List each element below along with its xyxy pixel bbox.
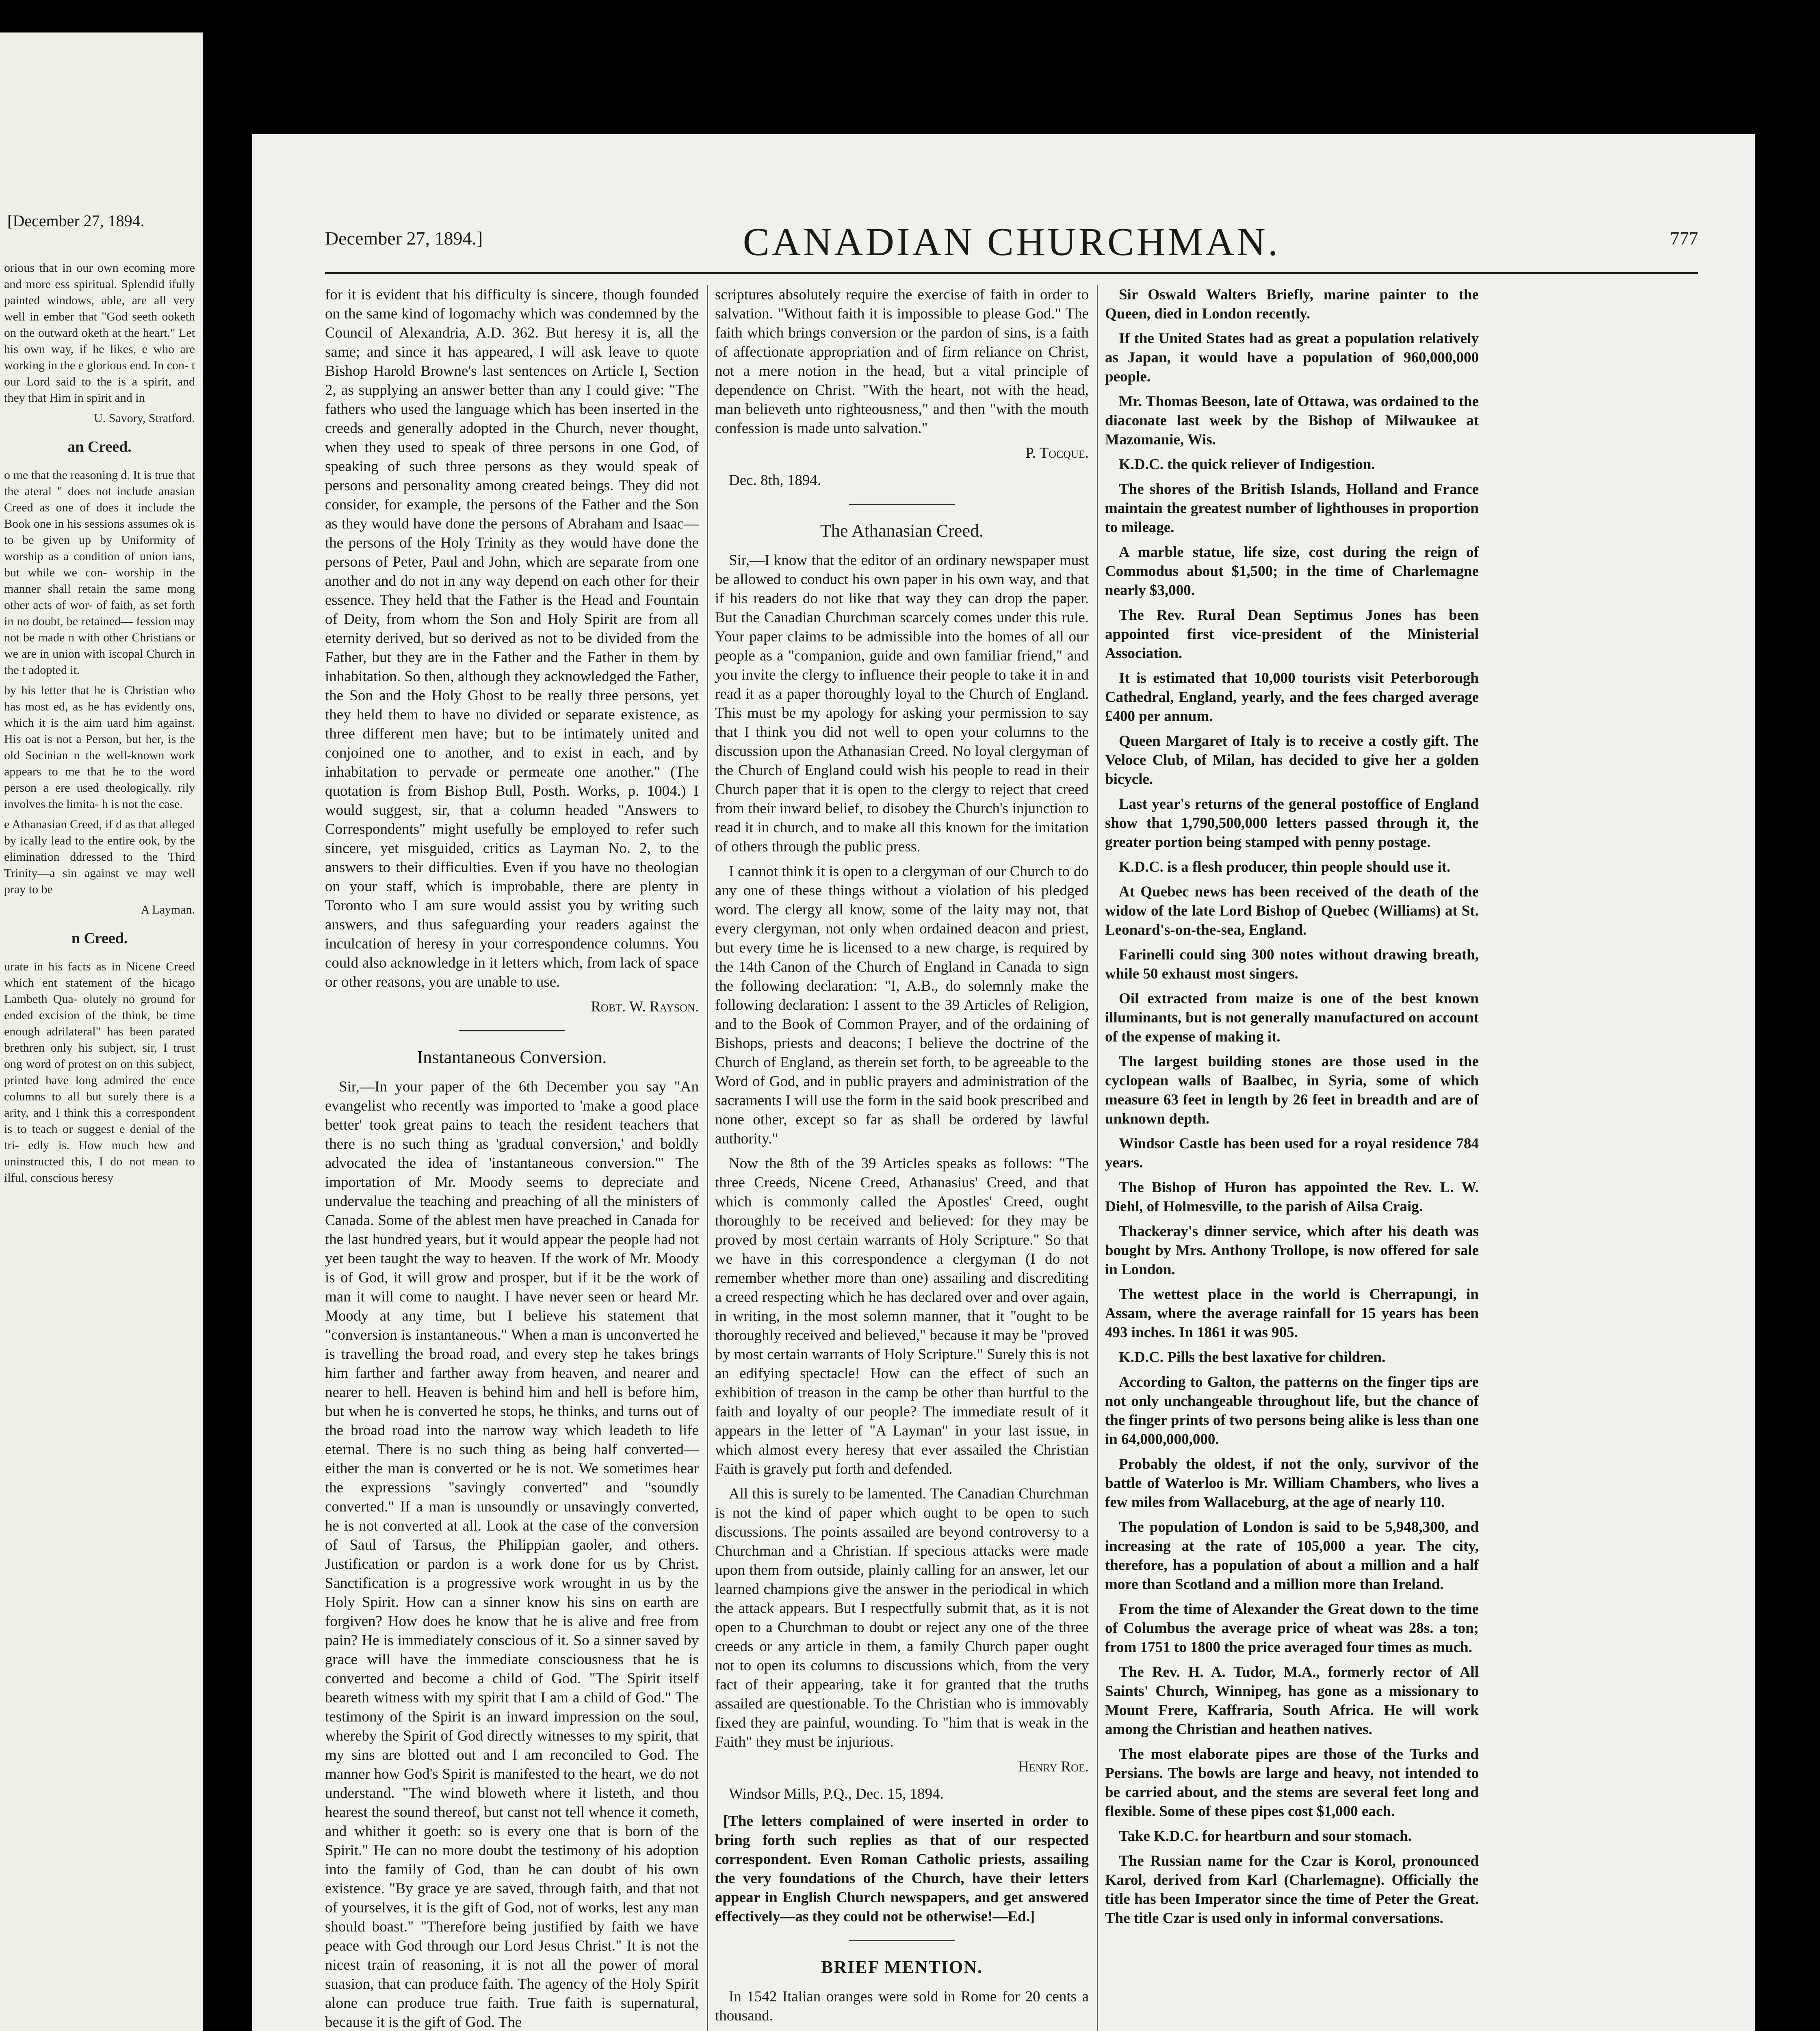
brief-item: Mr. Thomas Beeson, late of Ottawa, was ordained to the diaconate last week by the Bishop of Milwaukee at Mazomanie, Wis.	[1105, 393, 1479, 448]
brief-item: K.D.C. the quick reliever of Indigestion.	[1119, 456, 1375, 473]
page-header	[325, 215, 1698, 264]
adjacent-running-head: [December 27, 1894.	[7, 212, 145, 230]
brief-item: Oil extracted from maize is one of the best known illuminants, but is not generally manufactured on account of the expense of making it.	[1105, 990, 1479, 1045]
brief-item: The Russian name for the Czar is Korol, pronounced Karol, derived from Karl (Charlemagne). Officially the title has been Imperator since the time of Peter the Great. The title Czar is used only in informal conversations.	[1105, 1853, 1479, 1927]
article-heading: Instantaneous Conversion.	[417, 1047, 607, 1067]
column-divider	[1097, 285, 1098, 2031]
brief-item: The most elaborate pipes are those of the Turks and Persians. The bowls are large and heavy, not intended to be carried about, and the stems are several feet long and flexible. Some of these pipes cost $1,000 each.	[1105, 1746, 1479, 1820]
article-paragraph: Now the 8th of the 39 Articles speaks as follows: "The three Creeds, Nicene Creed, Athanasius' Creed, and that which is commonly called the Apostles' Creed, ought thoroughly to be received and believed: for they may be proved by most certain warrants of Holy Scripture." So that we have in this correspondence a clergyman (I do not remember whether more than one) assailing and discrediting a creed respecting which he has declared over and over again, in writing, in the most solemn manner, that it "ought to be thoroughly received and believed," because it may be "proved by most certain warrants of Holy Scripture." Surely this is not an edifying spectacle! How can the effect of such an exhibition of treason in the camp be other than hurtful to the faith and loyalty of our people? The immediate result of it appears in the letter of "A Layman" in your last issue, in which almost every heresy that ever assailed the Christian Faith is gravely put forth and defended.	[715, 1155, 1089, 1477]
adjacent-signature: A Layman.	[141, 903, 195, 916]
brief-item: Windsor Castle has been used for a royal residence 784 years.	[1105, 1135, 1479, 1171]
brief-item: The Rev. Rural Dean Septimus Jones has been appointed first vice-president of the Ministerial Association.	[1105, 607, 1479, 662]
adjacent-signature: U. Savory, Stratford.	[94, 411, 195, 425]
issue-date: December 27, 1894.]	[325, 228, 483, 249]
adjacent-paragraph: orious that in our own ecoming more and more ess spiritual. Splendid ifully painted windows, able, are all very well in ember that "God seeth ooketh on the outward oketh at the heart." Let his own way, if he likes, e who are working in the e glorious end. In con- t our Lord said to the is a spirit, and they that Him in spirit and in	[4, 261, 195, 405]
letter-signature: Henry Roe.	[1018, 1758, 1089, 1775]
brief-item: From the time of Alexander the Great down to the time of Columbus the average price of wheat was 28s. a ton; from 1751 to 1800 the price averaged four times as much.	[1105, 1601, 1479, 1656]
article-heading: The Athanasian Creed.	[820, 521, 984, 541]
column-3	[1105, 285, 1479, 2031]
article-paragraph: Sir,—I know that the editor of an ordinary newspaper must be allowed to conduct his own paper in his own way, and that if his readers do not like that way they can drop the paper. But the Canadian Churchman scarcely comes under this rule. Your paper claims to be admissible into the homes of all our people as a "companion, guide and own familiar friend," and you invite the clergy to influence their people to take it in and read it as a paper thoroughly loyal to the Church of England. This must be my apology for asking your permission to say that I think you did not well to open your columns to the discussion upon the Athanasian Creed. No loyal clergyman of the Church of England could wish his people to read in their Church paper that it is open to the clergy to reject that creed from their inward belief, to disobey the Church's injunction to read it in church, and to make all this known for the imitation of others through the public press.	[715, 552, 1089, 855]
brief-item: The shores of the British Islands, Holland and France maintain the greatest number of lighthouses in proportion to mileage.	[1105, 481, 1479, 536]
brief-item: The Bishop of Huron has appointed the Rev. L. W. Diehl, of Holmesville, to the parish of Ailsa Craig.	[1105, 1179, 1479, 1215]
brief-item: Farinelli could sing 300 notes without drawing breath, while 50 exhaust most singers.	[1105, 946, 1479, 982]
article-paragraph: Sir,—In your paper of the 6th December you say "An evangelist who recently was imported to 'make a good place better' took great pains to teach the resident teachers that there is no such thing as 'gradual conversion,' and boldly advocated the idea of 'instantaneous conversion.'" The importation of Mr. Moody seems to depreciate and undervalue the teaching and preaching of all the ministers of Canada. Some of the ablest men have preached in Canada for the last hundred years, but it would appear the people had not yet been taught the way to heaven. If the work of Mr. Moody is of God, it will grow and prosper, but if it be the work of man it will come to naught. I have never seen or heard Mr. Moody at any time, but I believe his statement that "conversion is instantaneous." When a man is unconverted he is travelling the broad road, and every step he takes brings him farther and farther away from heaven, and nearer and nearer to hell. Heaven is behind him and hell is before him, but when he is converted he stops, he thinks, and turns out of the broad road into the narrow way which leadeth to life eternal. There is no such thing as being half converted—either the man is converted or he is not. We sometimes hear the expressions "savingly converted" and "soundly converted." If a man is unsoundly or unsavingly converted, he is not converted at all. Look at the case of the conversion of Saul of Tarsus, the Philippian gaoler, and others. Justification or pardon is a work done for us by Christ. Sanctification is a progressive work wrought in us by the Holy Spirit. How can a sinner know his sins on earth are forgiven? How does he know that he is alive and free from pain? He is immediately conscious of it. So a sinner saved by grace will have the immediate consciousness that he is converted and become a child of God. "The Spirit itself beareth witness with my spirit that I am a child of God." The testimony of the Spirit is an inward impression on the soul, whereby the Spirit of God directly witnesses to my spirit, that my sins are blotted out and I am reconciled to God. The manner how God's Spirit is manifested to the heart, we do not understand. "The wind bloweth where it listeth, and thou hearest the sound thereof, but canst not tell whence it cometh, and whither it goeth: so is every one that is born of the Spirit." He can no more doubt the testimony of his adoption into the family of God, than he can doubt of his own existence. "By grace ye are saved, through faith, and that not of yourselves, it is the gift of God, not of works, lest any man should boast." "Therefore being justified by faith we have peace with God through our Lord Jesus Christ." It is not the nicest train of reasoning, it is not all the power of moral suasion, that can produce faith. The agency of the Holy Spirit alone can produce true faith. True faith is supernatural, because it is the gift of God. The	[325, 1078, 699, 2031]
brief-item: If the United States had as great a population relatively as Japan, it would have a population of 960,000,000 people.	[1105, 330, 1479, 385]
article-paragraph: All this is surely to be lamented. The Canadian Churchman is not the kind of paper which ought to be open to such discussions. The points assailed are beyond controversy to a Churchman and a Christian. If specious attacks were made upon them from outside, plainly calling for an answer, let our learned champions give the answer in the periodical in which the attack appears. But I respectfully submit that, as it is not open to a Churchman to doubt or reject any one of the three creeds or any article in them, a family Church paper ought not to open its columns to discussions which, from the very fact of their appearing, take it for granted that the truths assailed are questionable. To the Christian who is immovably fixed they are painful, wounding. To "him that is weak in the Faith" they must be injurious.	[715, 1485, 1089, 1750]
brief-mention-heading: BRIEF MENTION.	[821, 1957, 983, 1977]
letter-signature: Robt. W. Rayson.	[591, 998, 699, 1015]
adjacent-heading: an Creed.	[67, 438, 132, 455]
brief-item: Sir Oswald Walters Briefly, marine painter to the Queen, died in London recently.	[1105, 286, 1479, 322]
brief-item: According to Galton, the patterns on the finger tips are not only unchangeable throughout life, but the chance of the finger prints of two persons being alike is less than one in 64,000,000,000.	[1105, 1374, 1479, 1448]
adjacent-paragraph: e Athanasian Creed, if d as that alleged by ically lead to the entire ook, by the elimination ddressed to the Third Trinity—a sin against ve may well pray to be	[4, 818, 195, 896]
article-paragraph: scriptures absolutely require the exercise of faith in order to salvation. "Without faith it is impossible to please God." The faith which brings conversion or the pardon of sins, is a faith of affectionate appropriation and of firm reliance on Christ, not a mere notion in the head, but a vital principle of dependence on Christ. "With the heart, not with the head, man believeth unto righteousness," and then "with the mouth confession is made unto salvation."	[715, 286, 1089, 437]
column-1	[325, 285, 699, 2031]
brief-item: Probably the oldest, if not the only, survivor of the battle of Waterloo is Mr. William Chambers, who lives a few miles from Wallaceburg, at the age of nearly 110.	[1105, 1456, 1479, 1511]
column-divider	[707, 285, 708, 2031]
letter-dateline: Windsor Mills, P.Q., Dec. 15, 1894.	[729, 1786, 944, 1802]
header-rule	[325, 272, 1698, 274]
article-paragraph: I cannot think it is open to a clergyman of our Church to do any one of these things without a violation of his pledged word. The clergy all know, some of the laity may not, that every clergyman, not only when ordained deacon and priest, but every time he is licensed to a new charge, is required by the 14th Canon of the Church of England in Canada to sign the following declaration: "I, A.B., do solemnly make the following declaration: I assent to the 39 Articles of Religion, and to the Book of Common Prayer, and of the ordaining of Bishops, priests and deacons; I believe the doctrine of the Church of England, as therein set forth, to be agreeable to the Word of God, and in public prayers and administration of the sacraments I will use the form in the said book prescribed and none other, except so far as shall be ordered by lawful authority."	[715, 863, 1089, 1147]
adjacent-paragraph: o me that the reasoning d. It is true that the ateral " does not include anasian Creed as one of does it include the Book one in his sessions assumes ok is to be given up by Uniformity of worship as a condition of union ians, but while we con- worship in the manner shall retain the same mong other acts of wor- of faith, as set forth in no doubt, be retained— fession may not be made n with other Christians or we are in union with iscopal Church in the t adopted it.	[4, 468, 195, 677]
editor-note: [The letters complained of were inserted in order to bring forth such replies as that of our respected correspondent. Even Roman Catholic priests, assailing the very foundations of the Church, have their letters appear in English Church newspapers, and get answered effectively—as they could not be otherwise!—Ed.]	[715, 1813, 1089, 1925]
adjacent-paragraph: by his letter that he is Christian who has most ed, as he has evidently ons, which it is the aim uard him against. His oat is not a Person, but her, is the old Socinian n the well-known work appears to me that he to the word person a ere used theologically. rily involves the limita- h is not the case.	[4, 684, 195, 811]
article-paragraph: for it is evident that his difficulty is sincere, though founded on the same kind of logomachy which was condemned by the Council of Alexandria, A.D. 362. But heresy it is, all the same; and since it has appeared, I will ask leave to quote Bishop Harold Browne's last sentences on Article I, Section 2, as supplying an answer better than any I could give: "The fathers who used the language which has been inserted in the creeds and generally adopted in the Church, never thought, when they used to speak of three persons in one God, of speaking of such three persons as they would speak of persons and personality among created beings. They did not consider, for example, the persons of the Father and the Son as they would have done the persons of Abraham and Isaac—the persons of the Holy Trinity as they would have done the persons of Peter, Paul and John, which are separate from one another and do not in any way depend on each other for their essence. They held that the Father is the Head and Fountain of Deity, from whom the Son and Holy Spirit are from all eternity derived, but so derived as not to be divided from the Father, but they are in the Father and the Father in them by inhabitation. So then, although they acknowledged the Father, the Son and the Holy Ghost to be really three persons, yet they held them to have no divided or separate existence, as three different men have; but to be intimately united and conjoined one to another, and to exist in each, and by inhabitation to pervade or permeate one another." (The quotation is from Bishop Bull, Posth. Works, p. 1004.) I would suggest, sir, that a column headed "Answers to Correspondents" might usefully be employed to refer such sincere, yet misguided, critics as Layman No. 2, to the answers to their difficulties. Even if you have no theologian on your staff, which is improbable, there are plenty in Toronto who I am sure would assist you by writing such answers, and thus safeguarding your readers against the inculcation of heresy in your correspondence columns. You could also acknowledge in it letters which, from lack of space or other reasons, you are unable to use.	[325, 286, 699, 990]
section-divider	[849, 1940, 955, 1941]
brief-item: Take K.D.C. for heartburn and sour stomach.	[1119, 1828, 1412, 1845]
brief-item: The Rev. H. A. Tudor, M.A., formerly rector of All Saints' Church, Winnipeg, has gone as a missionary to Mount Frere, Kaffraria, South Africa. He will work among the Christian and heathen natives.	[1105, 1664, 1479, 1738]
brief-item: Last year's returns of the general postoffice of England show that 1,790,500,000 letters passed through it, the greater portion being stamped with penny postage.	[1105, 796, 1479, 851]
brief-item: It is estimated that 10,000 tourists visit Peterborough Cathedral, England, yearly, and the fees charged average £400 per annum.	[1105, 670, 1479, 725]
masthead-title: CANADIAN CHURCHMAN.	[743, 220, 1280, 264]
adjacent-heading: n Creed.	[71, 930, 128, 947]
adjacent-page-text	[4, 260, 195, 1190]
brief-item: A marble statue, life size, cost during the reign of Commodus about $1,500; in the time of Charlemagne nearly $3,000.	[1105, 544, 1479, 599]
section-divider	[849, 504, 955, 505]
section-divider	[459, 1030, 565, 1031]
brief-item: The population of London is said to be 5,948,300, and increasing at the rate of 105,000 a year. The city, therefore, has a population of about a million and a half more than Scotland and a million more than Ireland.	[1105, 1519, 1479, 1593]
letter-dateline: Dec. 8th, 1894.	[729, 472, 821, 489]
brief-item: The wettest place in the world is Cherrapungi, in Assam, where the average rainfall for 15 years has been 493 inches. In 1861 it was 905.	[1105, 1286, 1479, 1341]
page-number: 777	[1670, 228, 1698, 249]
newspaper-page	[252, 134, 1755, 2031]
brief-item: K.D.C. Pills the best laxative for children.	[1119, 1349, 1386, 1366]
brief-item: In 1542 Italian oranges were sold in Rome for 20 cents a thousand.	[715, 1988, 1089, 2024]
adjacent-page-strip	[0, 32, 203, 2031]
adjacent-paragraph: urate in his facts as in Nicene Creed which ent statement of the hicago Lambeth Qua- olutely no ground for ended excision of the think, be time enough adrilateral" has been parated brethren only his subject, sir, I trust ong word of protest on on this subject, printed have long admired the ence columns to all but surely there is a arity, and I think this a correspondent is to teach or suggest e denial of the tri- edly is. How much hew and uninstructed this, I do not mean to ilful, conscious heresy	[4, 960, 195, 1184]
brief-item: K.D.C. is a flesh producer, thin people should use it.	[1119, 859, 1451, 875]
brief-item: Queen Margaret of Italy is to receive a costly gift. The Veloce Club, of Milan, has decided to give her a golden bicycle.	[1105, 733, 1479, 788]
column-2	[715, 285, 1089, 2031]
brief-item: The largest building stones are those used in the cyclopean walls of Baalbec, in Syria, some of which measure 63 feet in length by 26 feet in breadth and are of unknown depth.	[1105, 1053, 1479, 1127]
brief-item: Thackeray's dinner service, which after his death was bought by Mrs. Anthony Trollope, is now offered for sale in London.	[1105, 1223, 1479, 1278]
brief-item: At Quebec news has been received of the death of the widow of the late Lord Bishop of Quebec (Williams) at St. Leonard's-on-the-sea, England.	[1105, 883, 1479, 938]
letter-signature: P. Tocque.	[1025, 445, 1089, 461]
